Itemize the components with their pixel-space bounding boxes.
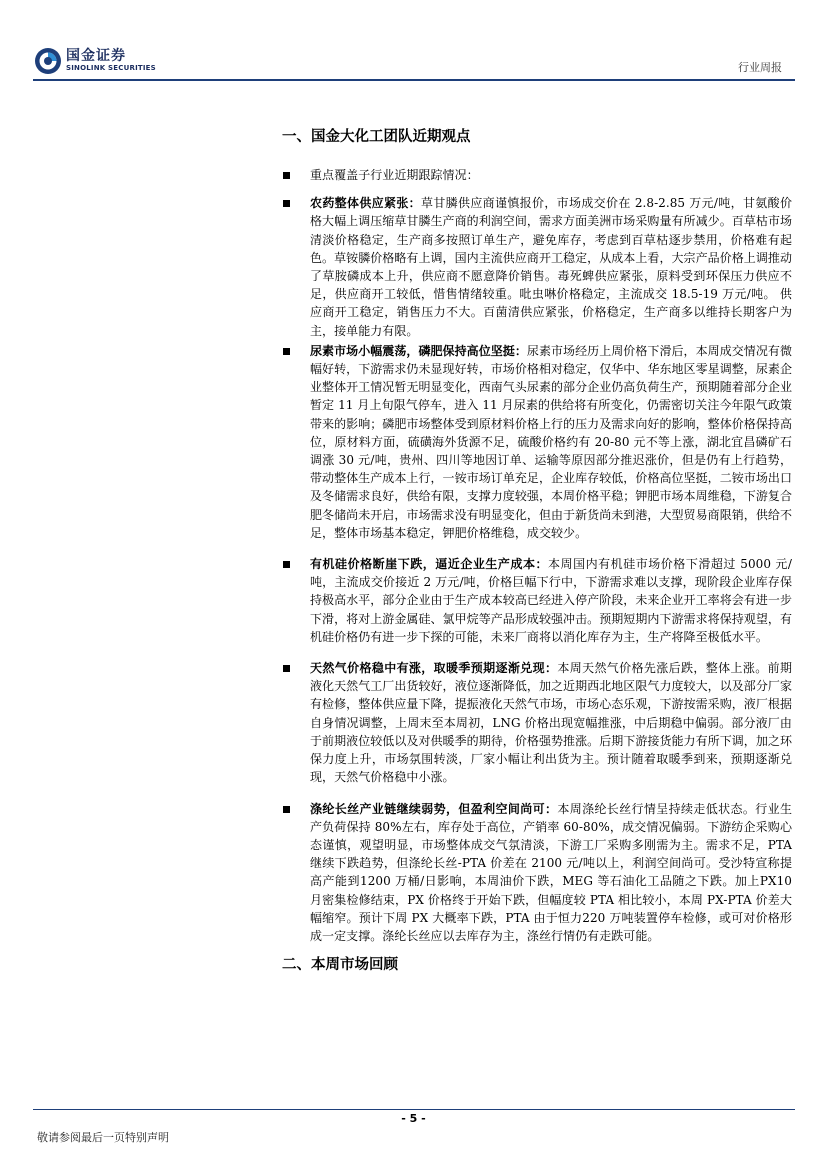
footer-disclaimer: 敬请参阅最后一页特别声明 <box>37 1131 169 1144</box>
silicone-body: 本周国内有机硅市场价格下滑超过 5000 元/吨，主流成交价接近 2 万元/吨，价格巨幅下行中，下游需求难以支撑，现阶段企业库存保持极高水平，部分企业由于生产成本较高已经进入停产阶段，未来企业开工率将会有进一步下滑，将对上游金属硅、氯甲烷等产品形成较强冲击。预期短期内下游需求将保持观望，有机硅价格仍有进一步下探的可能，未来厂商将以消化库存为主，生产将降至极低水平。 <box>310 557 793 644</box>
list-item-urea <box>282 342 792 542</box>
urea-body: 尿素市场经历上周价格下滑后，本周成交情况有微幅好转，下游需求仍未显现好转，市场价格相对稳定，仅华中、华东地区零星调整，尿素企业整体开工情况暂无明显变化，西南气头尿素的部分企业仍高负荷生产，预期随着部分企业暂定 11 月上旬限气停车，进入 11 月尿素的供给将有所变化，仍需密切关注今年限气政策带来的影响；磷肥市场整体受到原材料价格上行的压力及需求向好的影响，整体价格保持高位，原材料方面，硫磺海外货源不足，硫酸价格约有 20-80 元不等上涨，湖北宜昌磷矿石调涨 30 元/吨，贵州、四川等地因订单、运输等原因部分推迟涨价，但是仍有上行趋势，带动整体生产成本上行，一铵市场订单充足，企业库存较低，价格高位坚挺，二铵市场出口及冬储需求良好，供给有限，支撑力度较强，本周价格平稳；钾肥市场本周维稳，下游复合肥冬储尚未开启，市场需求没有明显变化，但由于新货尚未到港，大型贸易商限销，供给不足，整体市场基本稳定，钾肥价格维稳，成交较少。 <box>310 343 793 540</box>
company-logo <box>34 47 156 75</box>
page-content <box>282 120 792 974</box>
list-item-silicone <box>282 555 792 646</box>
bullet-square-icon <box>283 665 290 672</box>
section-1-title: 一、国金大化工团队近期观点 <box>282 129 471 145</box>
polyester-body: 本周涤纶长丝行情呈持续走低状态。行业生产负荷保持 80%左右，库存处于高位，产销率 60-80%，成交情况偏弱。下游纺企采购心态谨慎，观望明显，市场整体成交气氛清淡，下游工厂采购多刚需为主。需求不足，PTA 继续下跌趋势，但涤纶长丝-PTA 价差在 2100 元/吨以上，利润空间尚可。受沙特宣称提高产能到1200 万桶/日影响，本周油价下跌，MEG 等石油化工品随之下跌。加上PX10 月密集检修结束，PX 价格终于开始下跌，但幅度较 PTA 相比较小，本周 PX-PTA 价差大幅缩窄。预计下周 PX 大概率下跌，PTA 由于恒力220 万吨装置停车检修，或可对价格形成一定支撑。涤纶长丝应以去库存为主，涤丝行情仍有走跌可能。 <box>310 801 792 943</box>
logo-mark-icon <box>34 47 62 75</box>
urea-heading: 尿素市场小幅震荡，磷肥保持高位坚挺： <box>310 343 527 358</box>
footer-divider <box>33 1109 795 1110</box>
silicone-heading: 有机硅价格断崖下跌，逼近企业生产成本： <box>310 557 549 572</box>
bullet-square-icon <box>283 348 290 355</box>
list-item-intro <box>282 166 792 184</box>
list-item-polyester <box>282 800 792 946</box>
bullet-square-icon <box>283 200 290 207</box>
natural-gas-body: 本周天然气价格先涨后跌，整体上涨。前期液化天然气工厂出货较好，液位逐渐降低，加之近期西北地区限气力度较大，以及部分厂家有检修，整体供应量下降，提振液化天然气市场，市场心态乐观，下游按需采购，液厂根据自身情况调整，上周末至本周初，LNG 价格出现宽幅推涨，中后期稳中偏弱。部分液厂由于前期液位较低以及对供暖季的期待，价格强势推涨。后期下游接货能力有所下调，加之环保力度上升，市场氛围转淡，厂家小幅让利出货为主。预计随着取暖季到来，预期逐渐兑现，天然气价格稳中小涨。 <box>310 661 793 785</box>
natural-gas-heading: 天然气价格稳中有涨，取暖季预期逐渐兑现： <box>310 661 558 676</box>
logo-english-name: SINOLINK SECURITIES <box>66 64 156 72</box>
pesticide-body: 草甘膦供应商谨慎报价，市场成交价在 2.8-2.85 万元/吨，甘氨酸价格大幅上调压缩草甘膦生产商的利润空间，需求方面美洲市场采购量有所减少。百草枯市场清淡价格稳定，生产商多按照订单生产，避免库存，考虑到百草枯逐步禁用，价格难有起色。草铵膦价格略有上调，国内主流供应商开工稳定，从成本上看，大宗产品价格上调推动了草胺磷成本上升，供应商不愿意降价销售。毒死蜱供应紧张，原料受到环保压力供应不足，供应商开工较低，惜售情绪较重。吡虫啉价格稳定，主流成交 18.5-19 万元/吨。 供应商开工稳定，销售压力不大。百菌清供应紧张，价格稳定，生产商多以维持长期客户为主，接单能力有限。 <box>310 196 793 338</box>
list-item-natural-gas <box>282 659 792 786</box>
pesticide-heading: 农药整体供应紧张： <box>310 196 422 211</box>
logo-chinese-name: 国金证券 <box>66 48 126 64</box>
list-item-pesticide <box>282 194 792 340</box>
polyester-heading: 涤纶长丝产业链继续弱势，但盈利空间尚可： <box>310 801 558 816</box>
intro-text: 重点覆盖子行业近期跟踪情况： <box>310 168 479 182</box>
bullet-square-icon <box>283 806 290 813</box>
section-2-title: 二、本周市场回顾 <box>282 957 398 974</box>
bullet-square-icon <box>283 561 290 568</box>
page-header <box>0 0 827 80</box>
page-number: - 5 - <box>401 1112 426 1125</box>
bullet-square-icon <box>283 172 290 179</box>
report-type-label: 行业周报 <box>738 61 782 74</box>
header-divider <box>33 79 795 81</box>
